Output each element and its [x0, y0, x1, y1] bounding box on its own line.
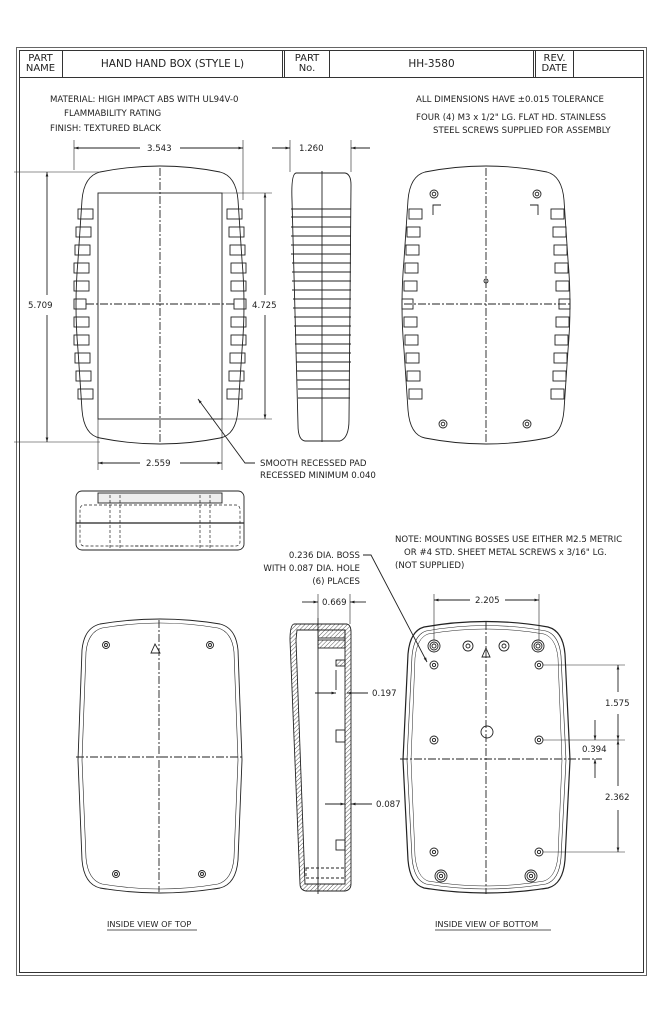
dim-boss-spacing-x: 2.205 [475, 596, 500, 606]
note-screws-2: STEEL SCREWS SUPPLIED FOR ASSEMBLY [433, 126, 611, 136]
note-material-2: FLAMMABILITY RATING [64, 109, 162, 119]
end-view [76, 491, 244, 550]
dim-boss-spacing-y1: 1.575 [605, 699, 630, 709]
part-name-label-line1: PART [28, 52, 53, 64]
dim-boss-offset: 0.394 [582, 745, 607, 755]
note-screws-1: FOUR (4) M3 x 1/2" LG. FLAT HD. STAINLESS [416, 113, 607, 123]
side-ribs [291, 209, 351, 398]
rev-label-line2: DATE [541, 62, 568, 74]
part-no-value: HH-3580 [330, 50, 536, 77]
side-view [272, 140, 370, 442]
note-boss-dia-2: WITH 0.087 DIA. HOLE [263, 564, 360, 574]
note-bosses-3: (NOT SUPPLIED) [395, 561, 465, 571]
back-view [402, 166, 570, 444]
notes-left [50, 95, 239, 134]
rev-label-line1: REV. [543, 52, 566, 64]
dim-section-depth: 0.669 [322, 598, 347, 608]
dim-depth: 1.260 [299, 144, 324, 154]
note-boss-dia-1: 0.236 DIA. BOSS [288, 551, 360, 561]
part-name-value: HAND HAND BOX (STYLE L) [63, 50, 285, 77]
label-inside-top: INSIDE VIEW OF TOP [107, 919, 192, 929]
note-pad-2: RECESSED MINIMUM 0.040 [260, 471, 376, 481]
part-no-label-line1: PART [294, 52, 320, 64]
dim-wall-step: 0.197 [372, 689, 397, 699]
notes-right [416, 95, 611, 136]
note-bosses-2: OR #4 STD. SHEET METAL SCREWS x 3/16" LG. [404, 548, 607, 558]
note-material-1: MATERIAL: HIGH IMPACT ABS WITH UL94V-0 [50, 95, 239, 105]
part-no-label-line2: No. [298, 62, 316, 74]
dim-height: 5.709 [28, 301, 53, 311]
label-inside-bottom: INSIDE VIEW OF BOTTOM [435, 919, 539, 929]
note-boss-dia-3: (6) PLACES [312, 577, 360, 587]
inside-top-view [76, 619, 244, 930]
inside-bottom-view [400, 594, 630, 930]
dim-width: 3.543 [147, 144, 172, 154]
note-bosses-1: NOTE: MOUNTING BOSSES USE EITHER M2.5 METRIC [395, 535, 623, 545]
part-name-label-line2: NAME [25, 62, 56, 74]
dim-pad-height: 4.725 [252, 301, 277, 311]
note-finish: FINISH: TEXTURED BLACK [50, 124, 161, 134]
dim-boss-spacing-y2: 2.362 [605, 793, 630, 803]
boss-notes [263, 535, 622, 587]
section-view [290, 594, 401, 894]
note-tolerance: ALL DIMENSIONS HAVE ±0.015 TOLERANCE [416, 95, 604, 105]
note-pad-1: SMOOTH RECESSED PAD [260, 459, 367, 469]
dim-pad-width: 2.559 [146, 459, 171, 469]
dim-wall-thickness: 0.087 [376, 800, 401, 810]
